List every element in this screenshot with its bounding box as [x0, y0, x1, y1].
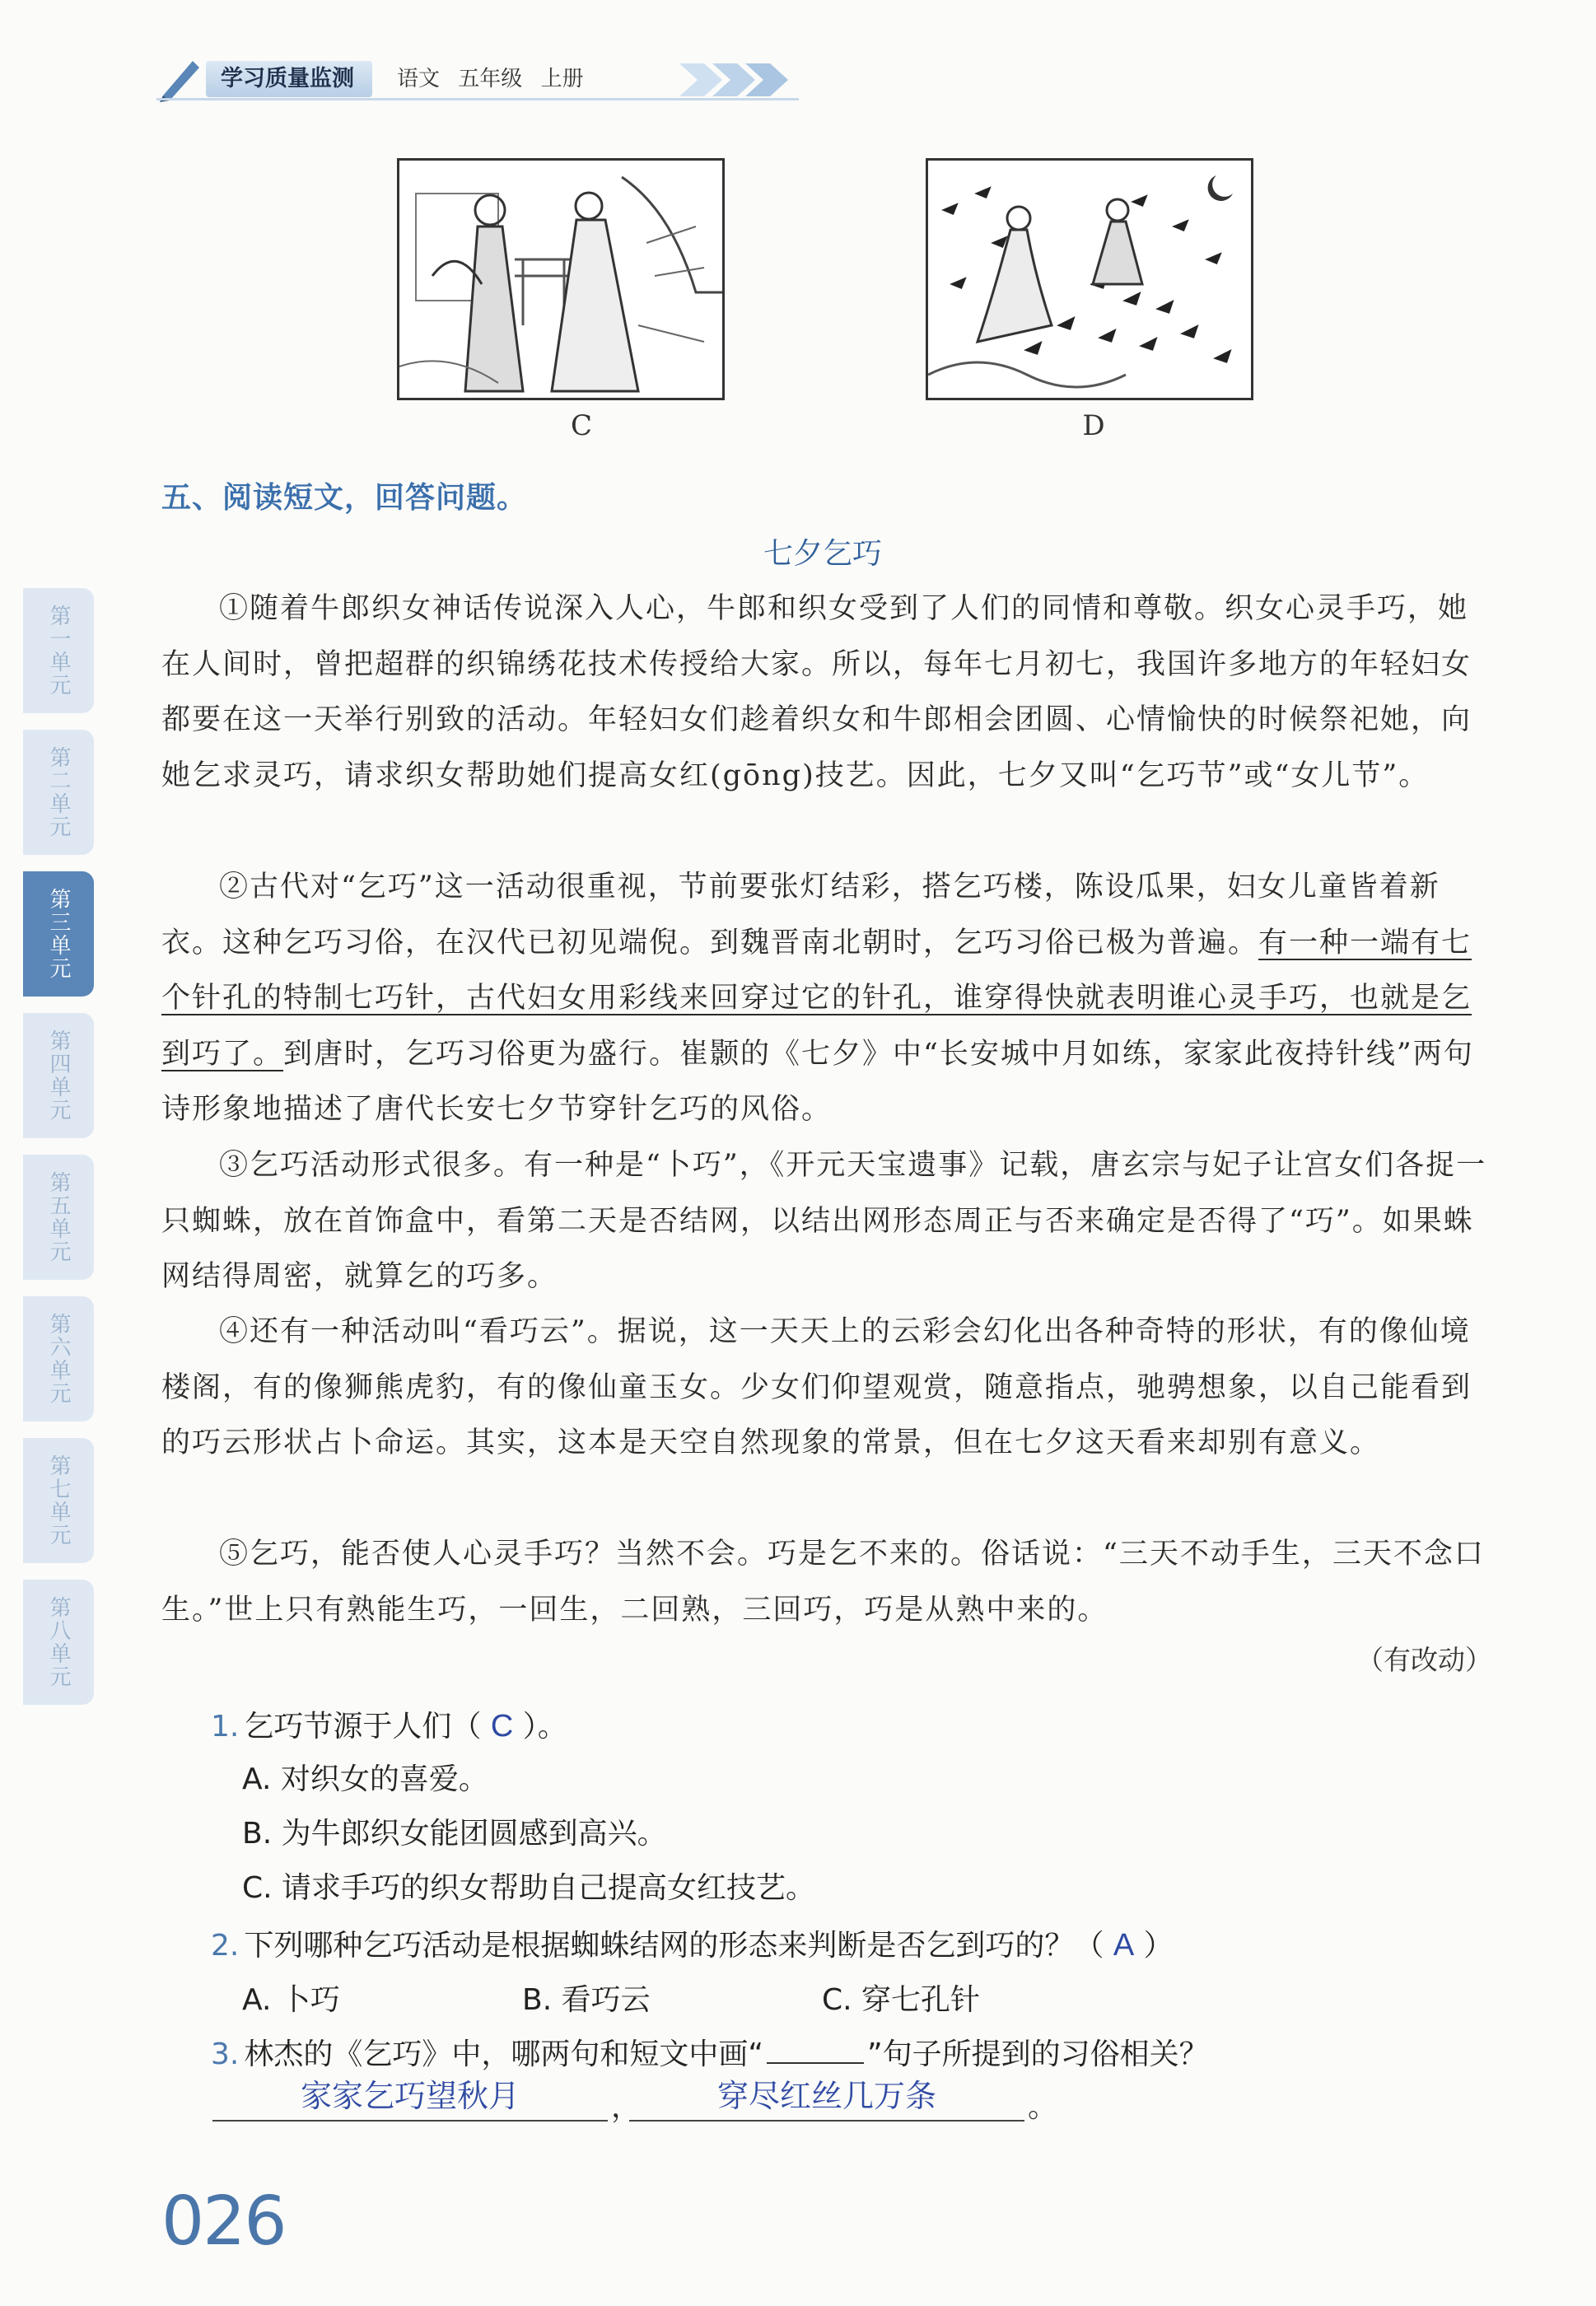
question-text-end: ） [1143, 1929, 1174, 1963]
question-number: 1. [211, 1710, 240, 1744]
tab-unit-4[interactable]: 第四单元 [23, 1013, 94, 1138]
q2-option-b: B. 看巧云 [522, 1983, 651, 2017]
adaptation-note: （有改动） [1356, 1644, 1492, 1676]
paragraph-4: ④还有一种活动叫“看巧云”。据说，这一天天上的云彩会幻化出各种奇特的形状，有的像仙境楼阁，有的像狮熊虎豹，有的像仙童玉女。少女们仰望观赏，随意指点，驰骋想象，以自己能看到的巧云形状占卜命运。其实，这本是天空自然现象的常景，但在七夕这天看来却别有意义。 [161, 1315, 1472, 1459]
paragraph-3: ③乞巧活动形式很多。有一种是“卜巧”，《开元天宝遗事》记载，唐玄宗与妃子让宫女们各捉一只蜘蛛，放在首饰盒中，看第二天是否结网，以结出网形态周正与否来确定是否得了“巧”。如果蛛网结得周密，就算乞的巧多。 [161, 1149, 1487, 1293]
illustration-d [926, 158, 1253, 400]
pen-icon [156, 53, 206, 102]
subject-label: 语文 [397, 67, 441, 91]
tab-unit-8[interactable]: 第八单元 [23, 1580, 94, 1705]
q2-option-c: C. 穿七孔针 [822, 1983, 981, 2017]
magpie-bridge-image [928, 161, 1251, 398]
answer-text: A [1113, 1928, 1135, 1963]
question-text-end: ”句子所提到的习俗相关？ [867, 2038, 1209, 2071]
volume-label: 上册 [540, 67, 584, 91]
period-mark: 。 [1028, 2090, 1058, 2124]
question-text: 林杰的《乞巧》中，哪两句和短文中画“ [244, 2038, 764, 2071]
question-number: 3. [211, 2038, 240, 2071]
paragraph-2 [161, 860, 1492, 1138]
paragraph-1: ①随着牛郎织女神话传说深入人心，牛郎和织女受到了人们的同情和尊敬。织女心灵手巧，她在人间时，曾把超群的织锦绣花技术传授给大家。所以，每年七月初七，我国许多地方的年轻妇女都要在这一天举行别致的活动。年轻妇女们趁着织女和牛郎相会团圆、心情愉快的时候祭祀她，向她乞求灵巧，请求织女帮助她们提高女红(gōng)技艺。因此，七夕又叫“乞巧节”或“女儿节”。 [161, 592, 1472, 792]
header-divider [156, 98, 799, 100]
caption-d: D [1082, 409, 1105, 442]
q1-option-c: C. 请求手巧的织女帮助自己提高女红技艺。 [242, 1871, 816, 1905]
question-2 [211, 1922, 1174, 1964]
comma-mark: ， [611, 2090, 642, 2124]
book-info [397, 61, 584, 97]
answer-field-1[interactable]: 家家乞巧望秋月 [212, 2075, 608, 2122]
question-text: 乞巧节源于人们（ [244, 1710, 482, 1744]
tab-unit-2[interactable]: 第二单元 [23, 730, 94, 855]
page-number: 026 [161, 2182, 286, 2261]
chevron-decoration-icon [679, 59, 803, 100]
section-title: 五、阅读短文，回答问题。 [161, 481, 528, 515]
caption-c: C [570, 409, 592, 442]
series-title: 学习质量监测 [206, 61, 372, 97]
tab-unit-1[interactable]: 第一单元 [23, 588, 94, 713]
q1-option-b: B. 为牛郎织女能团圆感到高兴。 [242, 1817, 667, 1851]
paragraph-5: ⑤乞巧，能否使人心灵手巧？当然不会。巧是乞不来的。俗话说：“三天不动手生，三天不念口生。”世上只有熟能生巧，一回生，二回熟，三回巧，巧是从熟中来的。 [161, 1538, 1485, 1627]
answer-field-2[interactable]: 穿尽红丝几万条 [629, 2075, 1024, 2122]
question-text-end: ）。 [522, 1710, 567, 1744]
grade-label: 五年级 [458, 67, 523, 91]
tab-unit-6[interactable]: 第六单元 [23, 1296, 94, 1421]
unit-tabs [23, 588, 94, 1721]
q2-option-a: A. 卜巧 [242, 1983, 340, 2017]
underlined-sentence: 有一种一端有七个针孔的特制七巧针，古代妇女用彩线来回穿过它的针孔，谁穿得快就表明谁心灵手巧，也就是乞到巧了。 [161, 926, 1472, 1071]
paragraph-2-start: ②古代对“乞巧”这一活动很重视，节前要张灯结彩，搭乞巧楼，陈设瓜果，妇女儿童皆着新衣。这种乞巧习俗，在汉代已初见端倪。到魏晋南北朝时，乞巧习俗已极为普遍。 [161, 871, 1440, 959]
tab-unit-3[interactable]: 第三单元 [23, 871, 94, 997]
question-text: 下列哪种乞巧活动是根据蜘蛛结网的形态来判断是否乞到巧的？（ [244, 1929, 1104, 1963]
garden-scene-image [399, 161, 722, 398]
illustration-c [397, 158, 725, 400]
question-1 [211, 1703, 567, 1745]
tab-unit-7[interactable]: 第七单元 [23, 1438, 94, 1563]
question-number: 2. [211, 1929, 240, 1963]
answer-text: C [490, 1709, 514, 1744]
paragraph-2-end: 到唐时，乞巧习俗更为盛行。崔颢的《七夕》中“长安城中月如练，家家此夜持针线”两句诗形象地描述了唐代长安七夕节穿针乞巧的风俗。 [161, 1037, 1474, 1126]
essay-title: 七夕乞巧 [763, 537, 882, 571]
q1-option-a: A. 对织女的喜爱。 [242, 1762, 488, 1796]
tab-unit-5[interactable]: 第五单元 [23, 1155, 94, 1280]
blank-line [767, 2038, 864, 2064]
question-3 [211, 2031, 1209, 2073]
